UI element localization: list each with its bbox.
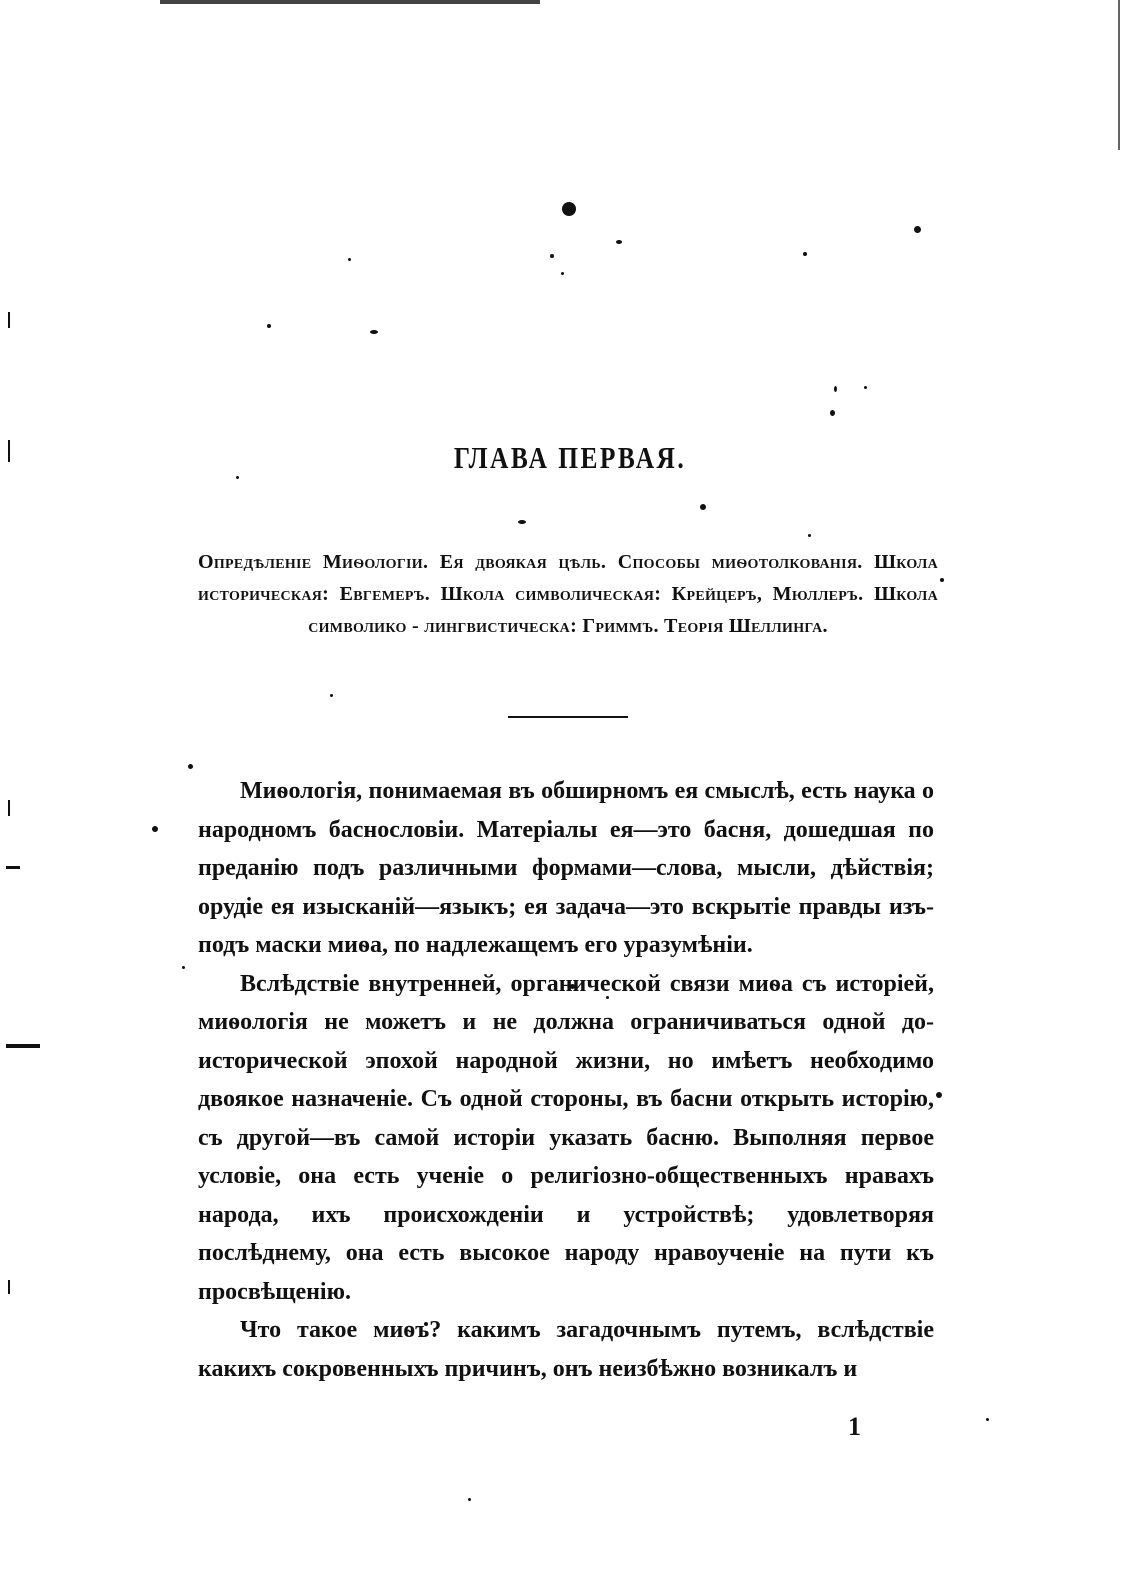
scan-margin-mark [8, 800, 10, 816]
scan-speck [616, 240, 622, 244]
scan-speck [561, 272, 564, 275]
section-divider [508, 716, 628, 718]
scan-speck [330, 694, 333, 697]
scan-speck [188, 764, 193, 769]
scan-speck [808, 534, 811, 537]
scan-speck [940, 578, 944, 582]
paragraph: Миѳологія, понимаемая въ обширномъ ея смыслѣ, есть наука о народномъ баснословіи. Матеріалы ея—это басня, дошедшая по преданію подъ различными формами—слова, мысли, дѣйствія; орудіе ея изысканій—языкъ; ея задача—это вскрытіе правды изъ-подъ маски миѳа, по надлежащемъ его уразумѣніи. [198, 778, 934, 958]
page-number: 1 [848, 1412, 861, 1441]
scan-speck [518, 520, 526, 524]
scan-speck [182, 966, 185, 969]
scan-speck [562, 202, 576, 216]
scan-edge-top [160, 0, 540, 4]
scan-speck [370, 330, 378, 334]
scan-speck [700, 504, 706, 510]
paragraph: Что такое миѳъ? какимъ загадочнымъ путемъ, вслѣдствіе какихъ сокровенныхъ причинъ, онъ неизбѣжно возникалъ и [198, 1317, 934, 1382]
scan-margin-mark [8, 1280, 10, 1294]
scan-speck [834, 386, 837, 392]
scan-speck [986, 1418, 989, 1421]
scan-margin-mark [6, 1044, 40, 1048]
scan-speck [864, 386, 867, 389]
scan-speck [830, 410, 835, 416]
body-text [198, 772, 934, 1388]
scan-speck [348, 258, 351, 261]
scan-margin-mark [8, 312, 10, 328]
scan-speck [550, 254, 554, 258]
chapter-summary: Опредѣленіе Миѳологіи. Ея двоякая цѣль. Способы миѳотолкованія. Школа историческая: Евгемеръ. Школа символическая: Крейцеръ, Мюллеръ. Школа символико - лингвистическа: Гриммъ. Теорія Шеллинга. [198, 551, 938, 637]
scan-speck [936, 1092, 942, 1098]
paragraph: Вслѣдствіе внутренней, органической связи миѳа съ исторіей, миѳологія не можетъ и не должна ограничиваться одной до-исторической эпохой народной жизни, но имѣетъ необходимо двоякое назначеніе. Съ одной стороны, въ басни открыть исторію, съ другой—въ самой исторіи указать басню. Выполняя первое условіе, она есть ученіе о религіозно-общественныхъ нравахъ народа, ихъ происхожденіи и устройствѣ; удовлетворяя послѣднему, она есть высокое народу нравоученіе на пути къ просвѣщенію. [198, 970, 934, 1305]
scan-speck [468, 1498, 471, 1501]
scan-speck [152, 826, 158, 832]
scan-margin-mark [6, 866, 20, 869]
scan-speck [914, 226, 921, 233]
scan-edge-right [1118, 0, 1120, 150]
scan-speck [236, 476, 239, 479]
chapter-title: ГЛАВА ПЕРВАЯ. [453, 440, 687, 475]
scan-speck [803, 252, 807, 256]
scan-margin-mark [8, 440, 10, 462]
scan-speck [267, 324, 271, 328]
